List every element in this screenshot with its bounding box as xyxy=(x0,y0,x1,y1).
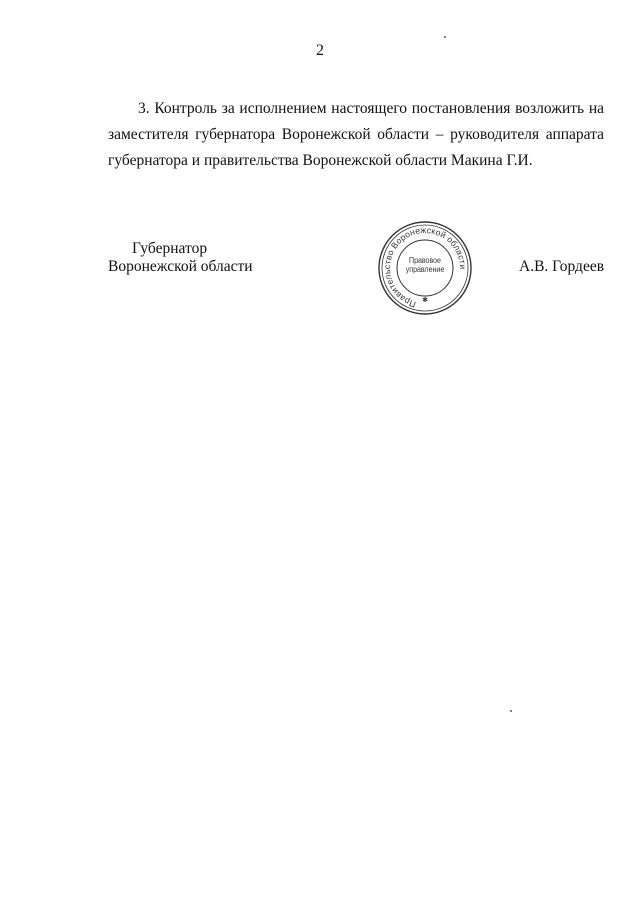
stamp-center-line1: Правовое xyxy=(409,256,441,265)
body-paragraph: 3. Контроль за исполнением настоящего постановления возложить на заместителя губернатора Воронежской области – руководителя аппарата губернатора и правительства Воронежской области Макина Г.И. xyxy=(108,100,604,169)
signatory-title xyxy=(108,240,253,276)
stamp-star-icon: ✱ xyxy=(422,296,428,304)
page-number: 2 xyxy=(316,42,324,59)
signatory-title-line1: Губернатор xyxy=(132,240,208,257)
stamp-ring-text: Правительство Воронежской области xyxy=(381,224,469,310)
stamp-center-line2: управление xyxy=(405,265,445,274)
stamp-center-text xyxy=(383,256,467,274)
official-stamp xyxy=(377,220,473,316)
signatory-title-line2: Воронежской области xyxy=(108,258,253,275)
signatory-name: А.В. Гордеев xyxy=(519,258,605,275)
scan-speck xyxy=(510,710,512,712)
scan-speck xyxy=(444,36,446,38)
